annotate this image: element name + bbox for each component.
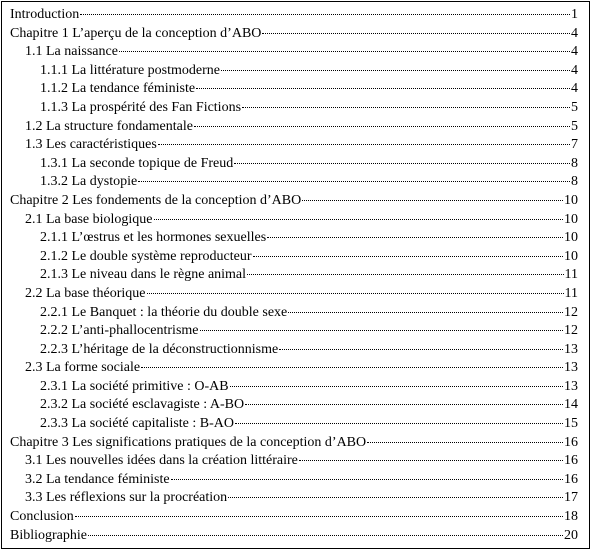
toc-entry[interactable]	[10, 434, 578, 453]
toc-entry-title: 2.2.1 Le Banquet : la théorie du double sexe	[40, 304, 288, 320]
toc-entry-page-number: 1	[571, 7, 578, 22]
dot-leader	[234, 163, 570, 164]
dot-leader	[228, 497, 563, 498]
toc-entry[interactable]	[10, 489, 578, 508]
toc-entry-title: 2.1.3 Le niveau dans le règne animal	[40, 267, 247, 283]
toc-entry-title: 1.3.2 La dystopie	[40, 174, 138, 190]
dot-leader	[221, 70, 570, 71]
toc-entry[interactable]	[10, 6, 578, 25]
dot-leader	[158, 144, 570, 145]
toc-entry-title: Chapitre 1 L’aperçu de la conception d’ABO	[10, 25, 262, 41]
dot-leader	[267, 237, 563, 238]
toc-entry-title: Chapitre 3 Les significations pratiques de la conception d’ABO	[10, 434, 367, 450]
dot-leader	[75, 516, 563, 517]
dot-leader	[154, 219, 563, 220]
toc-entry[interactable]	[10, 62, 578, 81]
toc-entry[interactable]	[10, 341, 578, 360]
dot-leader	[262, 33, 570, 34]
toc-entry[interactable]	[10, 173, 578, 192]
toc-entry[interactable]	[10, 396, 578, 415]
toc-entry[interactable]	[10, 322, 578, 341]
dot-leader	[196, 88, 570, 89]
toc-entry-page-number: 5	[571, 99, 578, 115]
dot-leader	[247, 274, 563, 275]
toc-entry[interactable]	[10, 378, 578, 397]
toc-entry[interactable]	[10, 415, 578, 434]
toc-entry-page-number: 16	[564, 453, 578, 469]
toc-entry-page-number: 5	[571, 118, 578, 134]
toc-entry-title: 3.1 Les nouvelles idées dans la création littéraire	[25, 453, 298, 469]
toc-entry[interactable]	[10, 285, 578, 304]
toc-entry-page-number: 12	[564, 304, 578, 320]
toc-entry-page-number: 4	[571, 44, 578, 60]
toc-entry-page-number: 4	[571, 62, 578, 78]
toc-entry-page-number: 8	[571, 174, 578, 190]
toc-entry-page-number: 7	[571, 137, 578, 153]
toc-entry-title: Introduction	[10, 7, 80, 22]
dot-leader	[119, 51, 570, 52]
dot-leader	[88, 535, 563, 536]
toc-entry[interactable]	[10, 471, 578, 490]
toc-entry-page-number: 17	[564, 490, 578, 506]
toc-entry-page-number: 10	[564, 230, 578, 246]
dot-leader	[245, 404, 563, 405]
toc-entry-title: 1.1.2 La tendance féministe	[40, 81, 196, 97]
toc-entry-title: 3.2 La tendance féministe	[25, 471, 170, 487]
dot-leader	[253, 256, 564, 257]
toc-entry-page-number: 4	[571, 25, 578, 41]
toc-entry-page-number: 11	[564, 267, 578, 283]
toc-entry-title: 2.2 La base théorique	[25, 285, 146, 301]
toc-entry-title: 1.3 Les caractéristiques	[25, 137, 157, 153]
toc-entry-page-number: 13	[564, 378, 578, 394]
toc-entry[interactable]	[10, 266, 578, 285]
toc-entry-page-number: 10	[564, 211, 578, 227]
dot-leader	[194, 126, 570, 127]
toc-entry-page-number: 11	[564, 285, 578, 301]
toc-entry[interactable]	[10, 508, 578, 527]
dot-leader	[235, 423, 563, 424]
toc-entry-title: Conclusion	[10, 509, 74, 525]
toc-entry[interactable]	[10, 118, 578, 137]
toc-entry-title: Bibliographie	[10, 527, 87, 543]
toc-entry-title: 1.1 La naissance	[25, 44, 118, 60]
toc-entry-title: 2.1.2 Le double système reproducteur	[40, 248, 252, 264]
toc-entry-title: 2.3.2 La société esclavagiste : A-BO	[40, 397, 245, 413]
toc-entry-title: 2.1 La base biologique	[25, 211, 153, 227]
toc-entry-page-number: 8	[571, 155, 578, 171]
dot-leader	[171, 479, 563, 480]
toc-entry-title: 1.2 La structure fondamentale	[25, 118, 193, 134]
dot-leader	[242, 107, 570, 108]
dot-leader	[80, 14, 570, 15]
toc-entry-title: 1.1.3 La prospérité des Fan Fictions	[40, 99, 242, 115]
toc-entry[interactable]	[10, 25, 578, 44]
toc-entry-page-number: 4	[571, 81, 578, 97]
toc-entry-page-number: 10	[564, 248, 578, 264]
dot-leader	[299, 460, 563, 461]
toc-entry[interactable]	[10, 136, 578, 155]
toc-entry-title: 2.3.3 La société capitaliste : B-AO	[40, 416, 234, 432]
dot-leader	[138, 181, 570, 182]
toc-entry[interactable]	[10, 80, 578, 99]
toc-entry[interactable]	[10, 359, 578, 378]
toc-entry-title: 3.3 Les réflexions sur la procréation	[25, 490, 228, 506]
toc-entry[interactable]	[10, 99, 578, 118]
table-of-contents	[10, 6, 578, 545]
toc-entry-page-number: 10	[564, 192, 578, 208]
dot-leader	[141, 367, 563, 368]
toc-entry-title: 2.3.1 La société primitive : O-AB	[40, 378, 229, 394]
toc-entry-title: 1.1.1 La littérature postmoderne	[40, 62, 220, 78]
toc-entry-page-number: 15	[564, 416, 578, 432]
toc-entry-page-number: 14	[564, 397, 578, 413]
toc-entry[interactable]	[10, 304, 578, 323]
toc-entry-page-number: 16	[564, 434, 578, 450]
dot-leader	[288, 312, 563, 313]
toc-entry-page-number: 18	[564, 509, 578, 525]
toc-entry[interactable]	[10, 248, 578, 267]
toc-entry[interactable]	[10, 527, 578, 546]
toc-entry[interactable]	[10, 211, 578, 230]
dot-leader	[279, 349, 563, 350]
toc-entry-page-number: 20	[564, 527, 578, 543]
toc-entry-title: Chapitre 2 Les fondements de la conception d’ABO	[10, 192, 302, 208]
toc-entry-page-number: 13	[564, 341, 578, 357]
dot-leader	[367, 442, 563, 443]
dot-leader	[302, 200, 563, 201]
dot-leader	[200, 330, 564, 331]
toc-entry-page-number: 16	[564, 471, 578, 487]
toc-entry-title: 2.2.2 L’anti-phallocentrisme	[40, 323, 199, 339]
toc-entry[interactable]	[10, 155, 578, 174]
toc-entry-title: 1.3.1 La seconde topique de Freud	[40, 155, 234, 171]
toc-entry[interactable]	[10, 192, 578, 211]
toc-entry-title: 2.2.3 L’héritage de la déconstructionnisme	[40, 341, 279, 357]
toc-entry-title: 2.3 La forme sociale	[25, 360, 141, 376]
toc-entry-page-number: 12	[564, 323, 578, 339]
toc-entry[interactable]	[10, 452, 578, 471]
dot-leader	[147, 293, 564, 294]
dot-leader	[230, 386, 563, 387]
toc-entry[interactable]	[10, 229, 578, 248]
toc-entry-page-number: 13	[564, 360, 578, 376]
toc-entry[interactable]	[10, 43, 578, 62]
toc-entry-title: 2.1.1 L’œstrus et les hormones sexuelles	[40, 230, 267, 246]
